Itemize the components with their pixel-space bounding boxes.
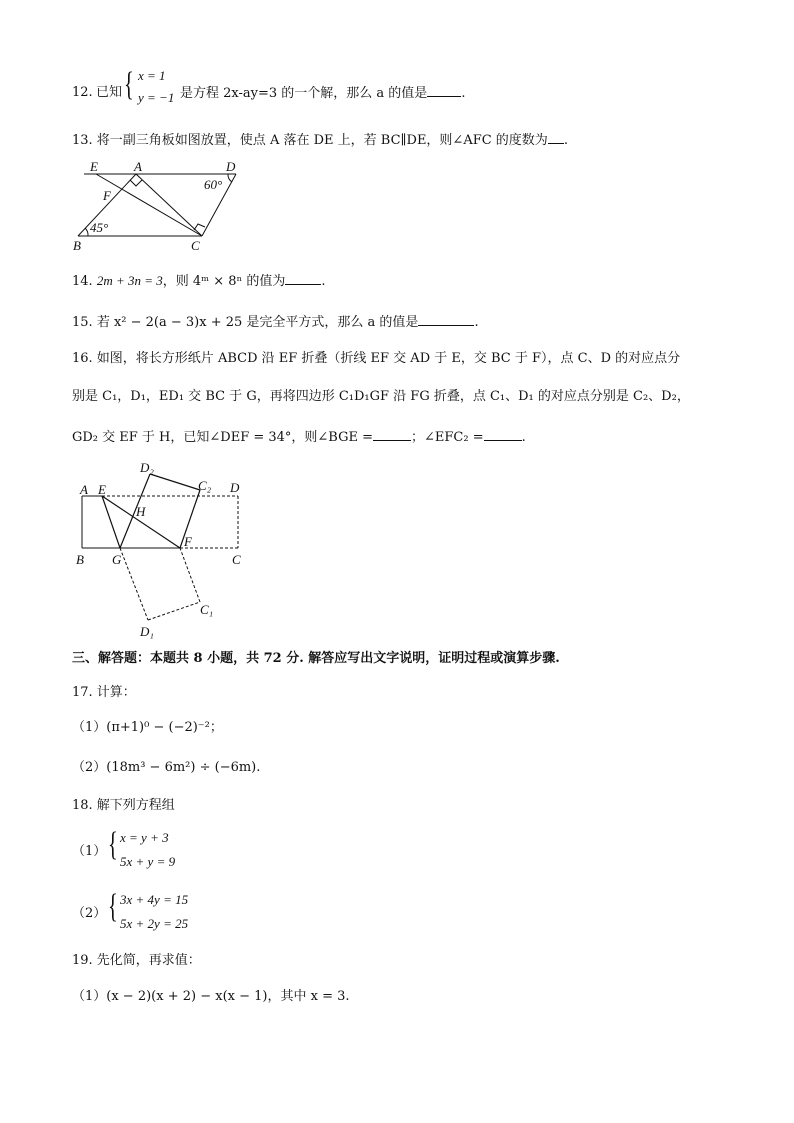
q13-label-C: C (191, 238, 200, 253)
q13-label-60: 60° (204, 177, 223, 192)
q16-label-C: C (232, 552, 241, 567)
q13-label-D: D (226, 159, 236, 174)
q13-label-B: B (73, 238, 81, 253)
q16-label-C1: C₁ (200, 602, 214, 617)
q19-title: 19. 先化简，再求值： (72, 953, 201, 968)
q16-line-2: 别是 C₁，D₁，ED₁ 交 BC 于 G，再将四边形 C₁D₁GF 沿 FG 折叠，点 C₁、D₁ 的对应点分别是 C₂、D₂， (72, 389, 690, 404)
q16-label-A: A (80, 482, 88, 497)
q16-label-G: G (112, 552, 122, 567)
q15-text: 若 x² − 2(a − 3)x + 25 是完全平方式，那么 a 的值是 (96, 315, 419, 330)
q18-p1-brace: { (108, 826, 118, 863)
q13-end: . (563, 133, 568, 148)
q14-number: 14. (72, 274, 93, 289)
q16-answer-blank-2 (484, 428, 522, 441)
q14-text: ，则 4ᵐ × 8ⁿ 的值为 (162, 274, 286, 289)
q14-answer-blank (285, 272, 321, 285)
q16-label-F: F (184, 534, 192, 549)
q16-label-D2: D₂ (140, 460, 154, 475)
q18-p1-eq1: x = y + 3 (120, 830, 169, 845)
q13-label-A: A (134, 159, 142, 174)
q16-label-H: H (136, 504, 146, 519)
q16-line-1: 16. 如图，将长方形纸片 ABCD 沿 EF 折叠（折线 EF 交 AD 于 E，交 BC 于 F），点 C、D 的对应点分 (72, 351, 681, 366)
q19-part-1: （1）(x − 2)(x + 2) − x(x − 1)，其中 x = 3. (72, 989, 350, 1004)
q16-label-C2: C₂ (198, 478, 212, 493)
q12-number: 12. (72, 85, 93, 100)
q18-title: 18. 解下列方程组 (72, 798, 175, 813)
q12-text: 是方程 2x-ay=3 的一个解，那么 a 的值是 (180, 86, 428, 101)
q18-p2-label: （2） (72, 906, 107, 921)
q16-end: . (521, 430, 526, 445)
question-15 (72, 313, 479, 332)
q13-text: 13. 将一副三角板如图放置，使点 A 落在 DE 上，若 BC∥DE，则∠AFC 的度数为 (72, 133, 548, 148)
q13-label-45: 45° (90, 220, 109, 235)
q16-label-D1: D₁ (140, 624, 154, 639)
q16-label-B: B (76, 552, 84, 567)
q18-p1-label: （1） (72, 844, 107, 859)
q13-label-E: E (90, 159, 98, 174)
q13-label-F: F (103, 188, 111, 203)
q17-part-1: （1）(π+1)⁰ − (−2)⁻²； (72, 720, 223, 735)
q16-text-b: ；∠EFC₂ = (411, 430, 484, 445)
q16-label-E: E (98, 482, 106, 497)
q12-eq2: y = −1 (138, 90, 175, 105)
q13-figure (70, 156, 250, 254)
question-13 (72, 131, 568, 150)
q16-answer-blank-1 (373, 428, 411, 441)
q14-end: . (321, 274, 326, 289)
q12-brace: { (124, 66, 134, 103)
question-14 (72, 272, 325, 291)
q18-p2-eq2: 5x + 2y = 25 (120, 916, 189, 931)
q14-condition: 2m + 3n = 3 (96, 273, 163, 288)
q17-title: 17. 计算： (72, 685, 136, 700)
section-3-heading: 三、解答题：本题共 8 小题，共 72 分. 解答应写出文字说明，证明过程或演算步骤. (72, 651, 560, 666)
q13-answer-blank (548, 131, 564, 144)
q15-end: . (474, 315, 479, 330)
q16-line-3 (72, 428, 526, 447)
q18-p1-eq2: 5x + y = 9 (120, 854, 176, 869)
q18-p2-eq1: 3x + 4y = 15 (120, 892, 189, 907)
q12-end: . (461, 86, 466, 101)
q15-answer-blank (418, 313, 474, 326)
q16-label-D: D (230, 480, 240, 495)
q12-eq1: x = 1 (138, 68, 166, 83)
q18-p2-brace: { (108, 888, 118, 925)
q16-figure (72, 458, 252, 640)
q17-part-2: （2）(18m³ − 6m²) ÷ (−6m). (72, 760, 261, 775)
q12-prefix: 已知 (96, 85, 123, 100)
q16-text-a: GD₂ 交 EF 于 H，已知∠DEF = 34°，则∠BGE = (72, 430, 374, 445)
q15-number: 15. (72, 315, 93, 330)
q12-answer-blank (427, 84, 461, 97)
